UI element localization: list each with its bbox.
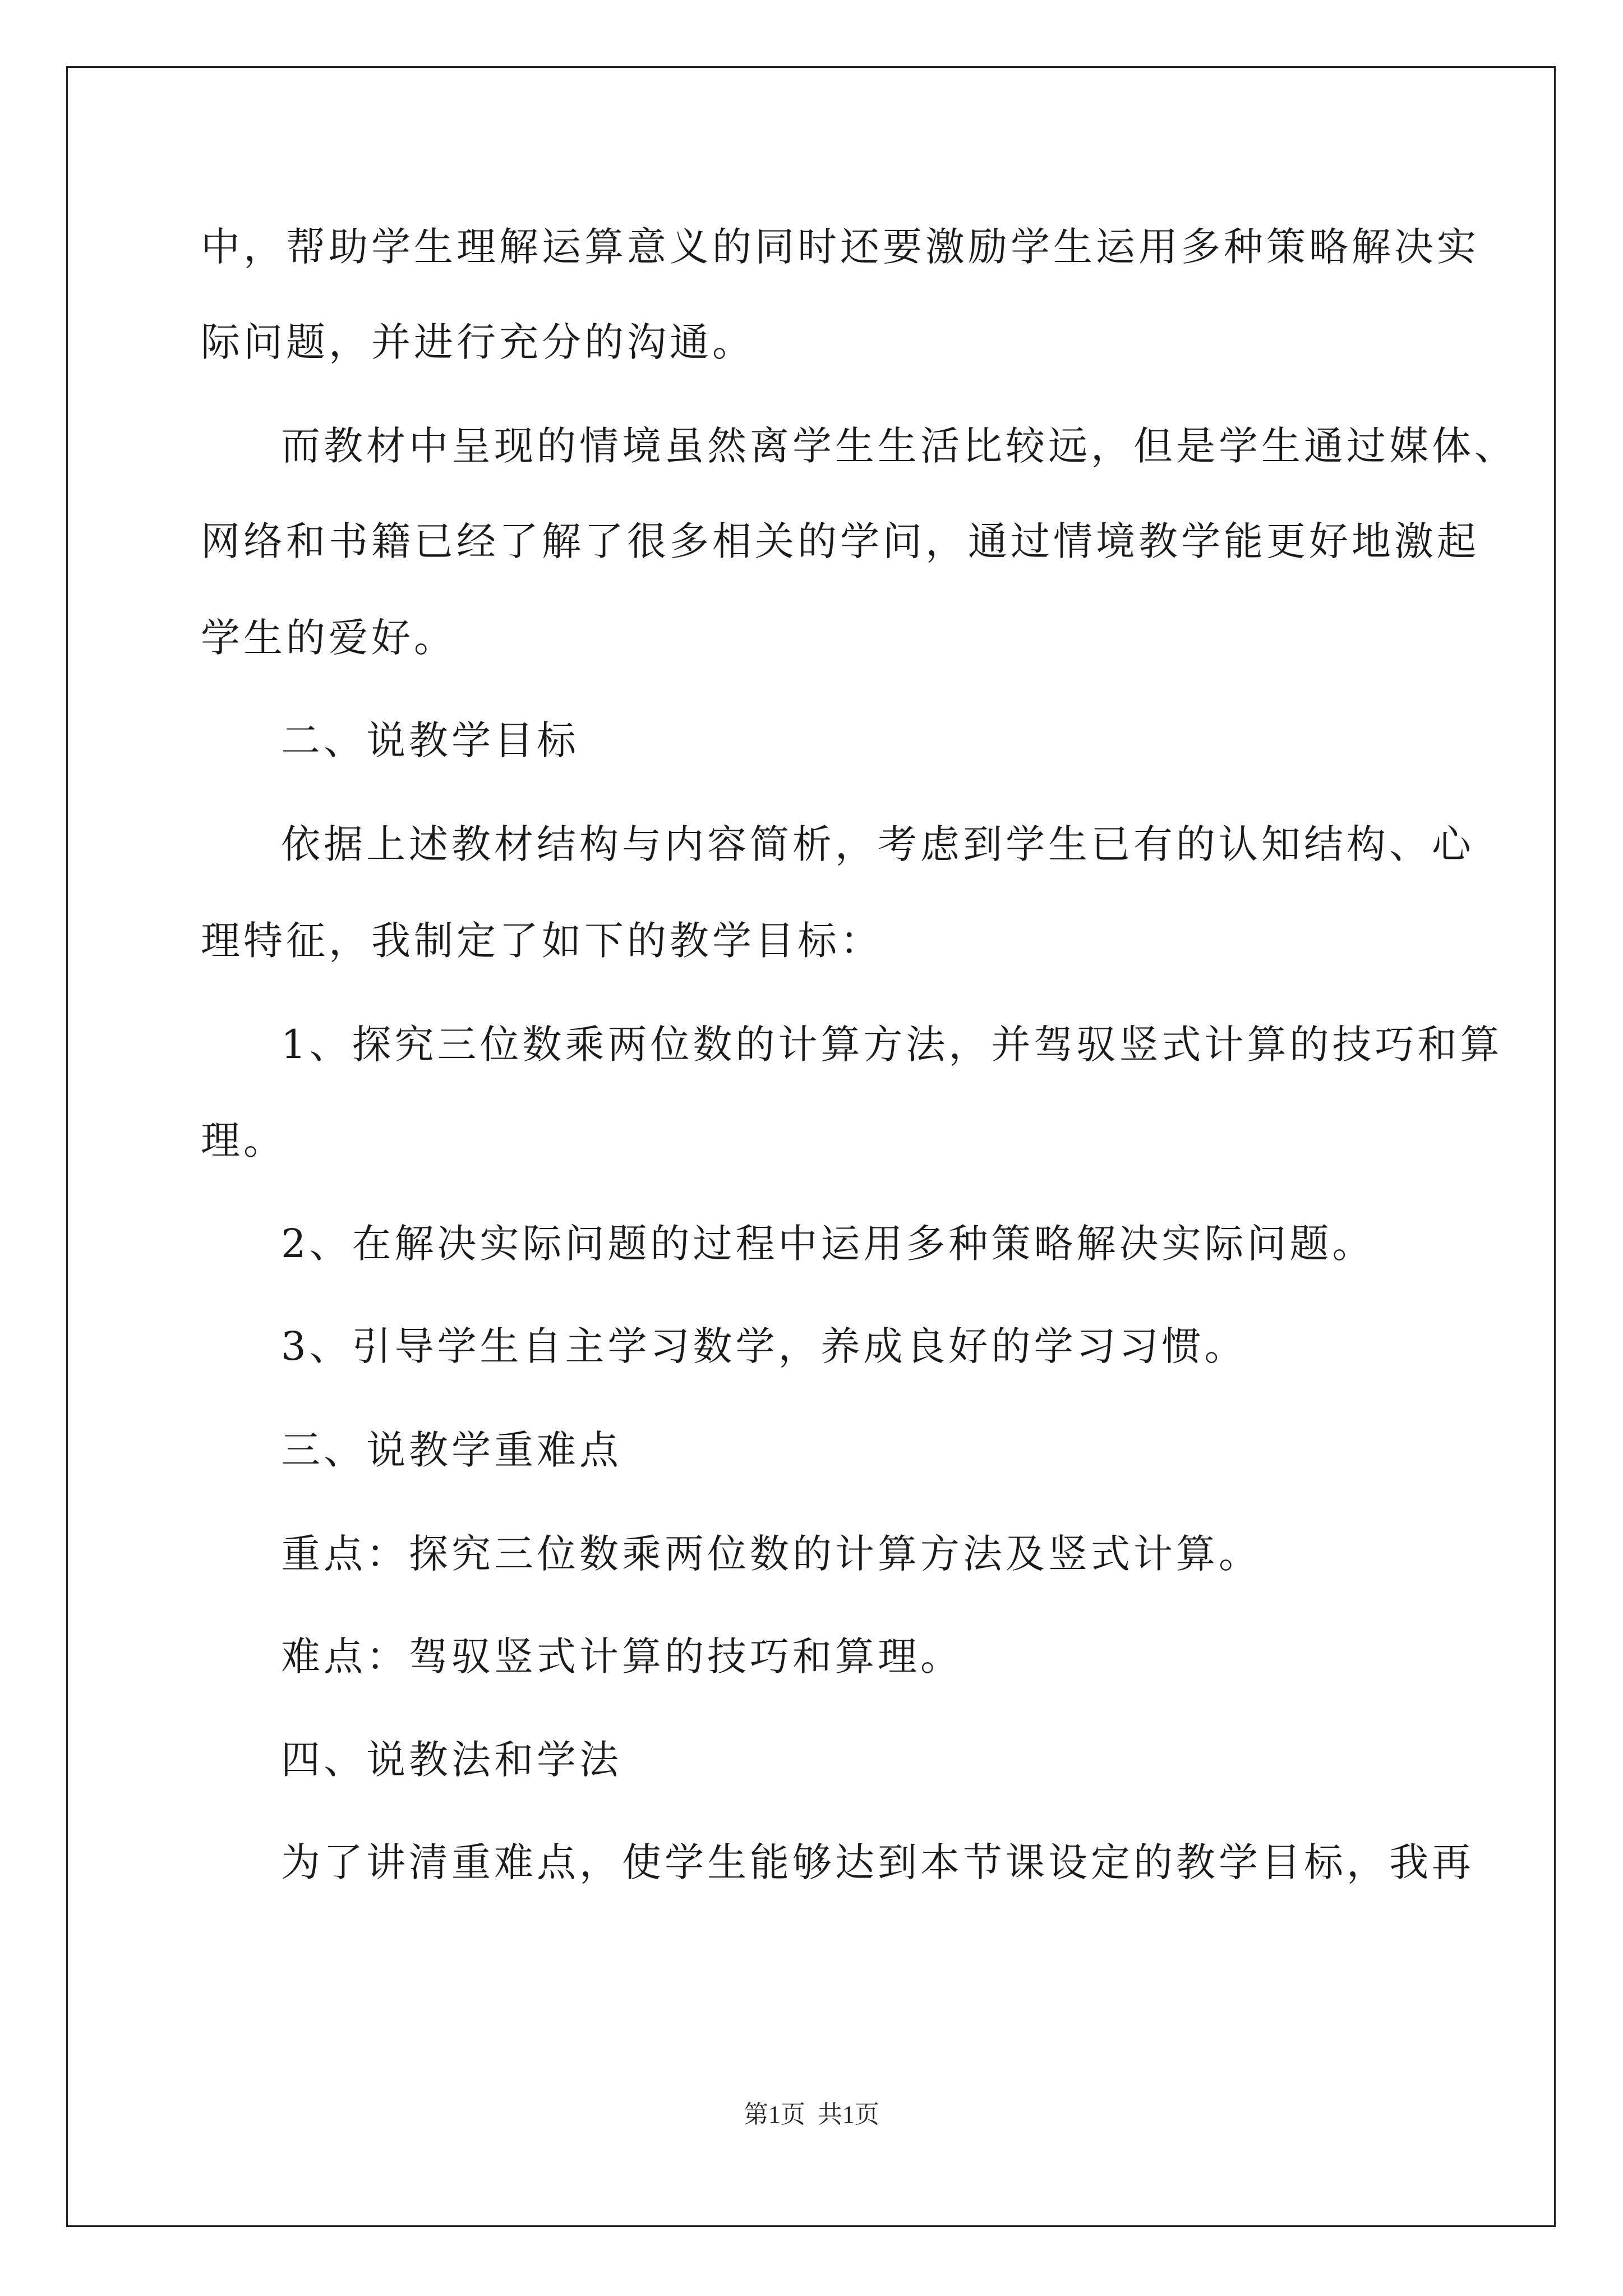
list-item: 1、探究三位数乘两位数的计算方法，并驾驭竖式计算的技巧和算: [281, 1022, 1503, 1068]
text-line: 依据上述教材结构与内容简析，考虑到学生已有的认知结构、心: [281, 821, 1474, 867]
list-item: 2、在解决实际问题的过程中运用多种策略解决实际问题。: [281, 1221, 1375, 1267]
list-item: 3、引导学生自主学习数学，养成良好的学习习惯。: [281, 1323, 1247, 1369]
text-line: 中，帮助学生理解运算意义的同时还要激励学生运用多种策略解决实: [201, 224, 1479, 270]
section-heading: 二、说教学目标: [281, 717, 579, 763]
section-heading: 四、说教法和学法: [281, 1737, 622, 1783]
text-line: 难点：驾驭竖式计算的技巧和算理。: [281, 1634, 963, 1680]
text-line: 而教材中呈现的情境虽然离学生生活比较远，但是学生通过媒体、: [281, 423, 1517, 469]
section-heading: 三、说教学重难点: [281, 1427, 622, 1473]
text-line: 重点：探究三位数乘两位数的计算方法及竖式计算。: [281, 1531, 1261, 1577]
text-line: 理。: [201, 1117, 286, 1163]
text-line: 学生的爱好。: [201, 615, 457, 661]
text-line: 际问题，并进行充分的沟通。: [201, 319, 755, 365]
text-line: 理特征，我制定了如下的教学目标：: [201, 918, 883, 964]
text-line: 网络和书籍已经了解了很多相关的学问，通过情境教学能更好地激起: [201, 518, 1479, 564]
text-line: 为了讲清重难点，使学生能够达到本节课设定的教学目标，我再: [281, 1839, 1474, 1885]
page-footer: 第1页 共1页: [744, 2101, 879, 2128]
page-border: [66, 66, 1556, 2227]
